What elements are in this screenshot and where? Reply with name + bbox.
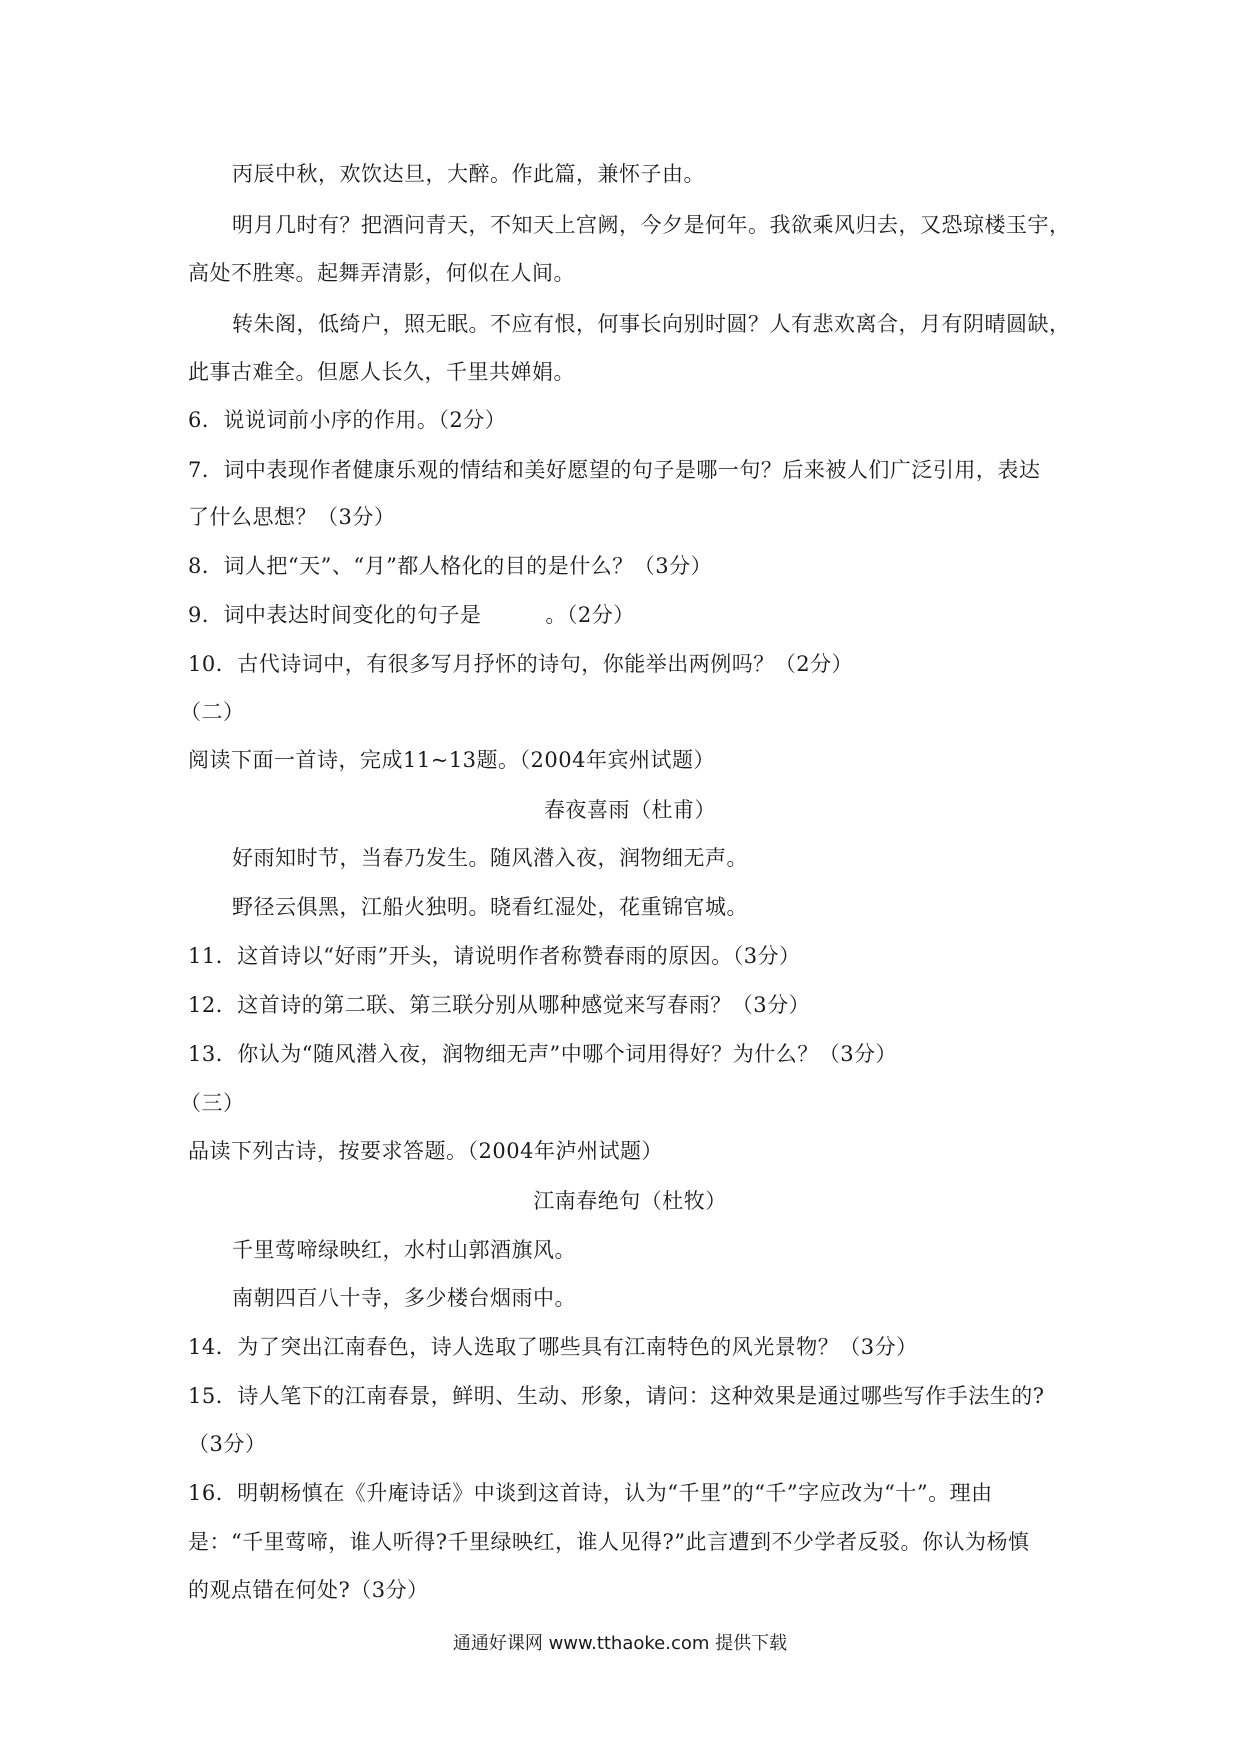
question-7-line2: 了什么思想？（3分） (188, 505, 396, 529)
page-footer: 通通好课网 www.tthaoke.com 提供下载 (452, 1633, 788, 1654)
question-9-text: 9．词中表达时间变化的句子是 (188, 603, 482, 627)
poem1-stanza1-line1: 明月几时有？把酒问青天，不知天上宫阙，今夕是何年。我欲乘风归去，又恐琼楼玉宇， (232, 213, 1071, 237)
part3-poem-line1: 千里莺啼绿映红，水村山郭酒旗风。 (232, 1238, 576, 1262)
question-10: 10．古代诗词中，有很多写月抒怀的诗句，你能举出两例吗？（2分） (188, 652, 854, 676)
part2-poem-line2: 野径云俱黑，江船火独明。晓看红湿处，花重锦官城。 (232, 895, 748, 919)
part2-poem-line1: 好雨知时节，当春乃发生。随风潜入夜，润物细无声。 (232, 846, 748, 870)
part2-poem-title: 春夜喜雨（杜甫） (544, 798, 716, 822)
question-15-line1: 15．诗人笔下的江南春景，鲜明、生动、形象，请问：这种效果是通过哪些写作手法生的? (188, 1384, 1045, 1408)
part3-instruction: 品读下列古诗，按要求答题。（2004年泸州试题） (188, 1139, 663, 1163)
part3-poem-line2: 南朝四百八十寺，多少楼台烟雨中。 (232, 1286, 576, 1310)
question-11: 11．这首诗以“好雨”开头，请说明作者称赞春雨的原因。（3分） (188, 944, 801, 968)
question-7-line1: 7．词中表现作者健康乐观的情结和美好愿望的句子是哪一句？后来被人们广泛引用，表达 (188, 458, 1041, 482)
poem1-preface: 丙辰中秋，欢饮达旦，大醉。作此篇，兼怀子由。 (232, 162, 705, 186)
part2-heading: （二） (180, 700, 245, 724)
question-6: 6．说说词前小序的作用。（2分） (188, 408, 507, 432)
question-9-score: 。（2分） (545, 603, 635, 627)
part2-instruction: 阅读下面一首诗，完成11~13题。（2004年宾州试题） (188, 748, 715, 772)
part3-heading: （三） (180, 1091, 245, 1115)
question-16-line3: 的观点错在何处?（3分） (188, 1578, 429, 1602)
poem1-stanza2-line2: 此事古难全。但愿人长久，千里共婵娟。 (188, 360, 575, 384)
question-15-line2: （3分） (188, 1432, 267, 1456)
question-16-line1: 16．明朝杨慎在《升庵诗话》中谈到这首诗，认为“千里”的“千”字应改为“十”。理由 (188, 1481, 993, 1505)
question-16-line2: 是：“千里莺啼，谁人听得?千里绿映红，谁人见得?”此言遭到不少学者反驳。你认为杨慎 (188, 1530, 1030, 1554)
part3-poem-title: 江南春绝句（杜牧） (533, 1189, 727, 1213)
question-14: 14．为了突出江南春色，诗人选取了哪些具有江南特色的风光景物？（3分） (188, 1335, 918, 1359)
question-12: 12．这首诗的第二联、第三联分别从哪种感觉来写春雨？（3分） (188, 993, 811, 1017)
question-13: 13．你认为“随风潜入夜，润物细无声”中哪个词用得好？为什么？（3分） (188, 1042, 898, 1066)
poem1-stanza1-line2: 高处不胜寒。起舞弄清影，何似在人间。 (188, 261, 575, 285)
question-9 (188, 601, 635, 629)
poem1-stanza2-line1: 转朱阁，低绮户，照无眠。不应有恨，何事长向别时圆？人有悲欢离合，月有阴晴圆缺， (232, 312, 1071, 336)
question-8: 8．词人把“天”、“月”都人格化的目的是什么？（3分） (188, 554, 713, 578)
